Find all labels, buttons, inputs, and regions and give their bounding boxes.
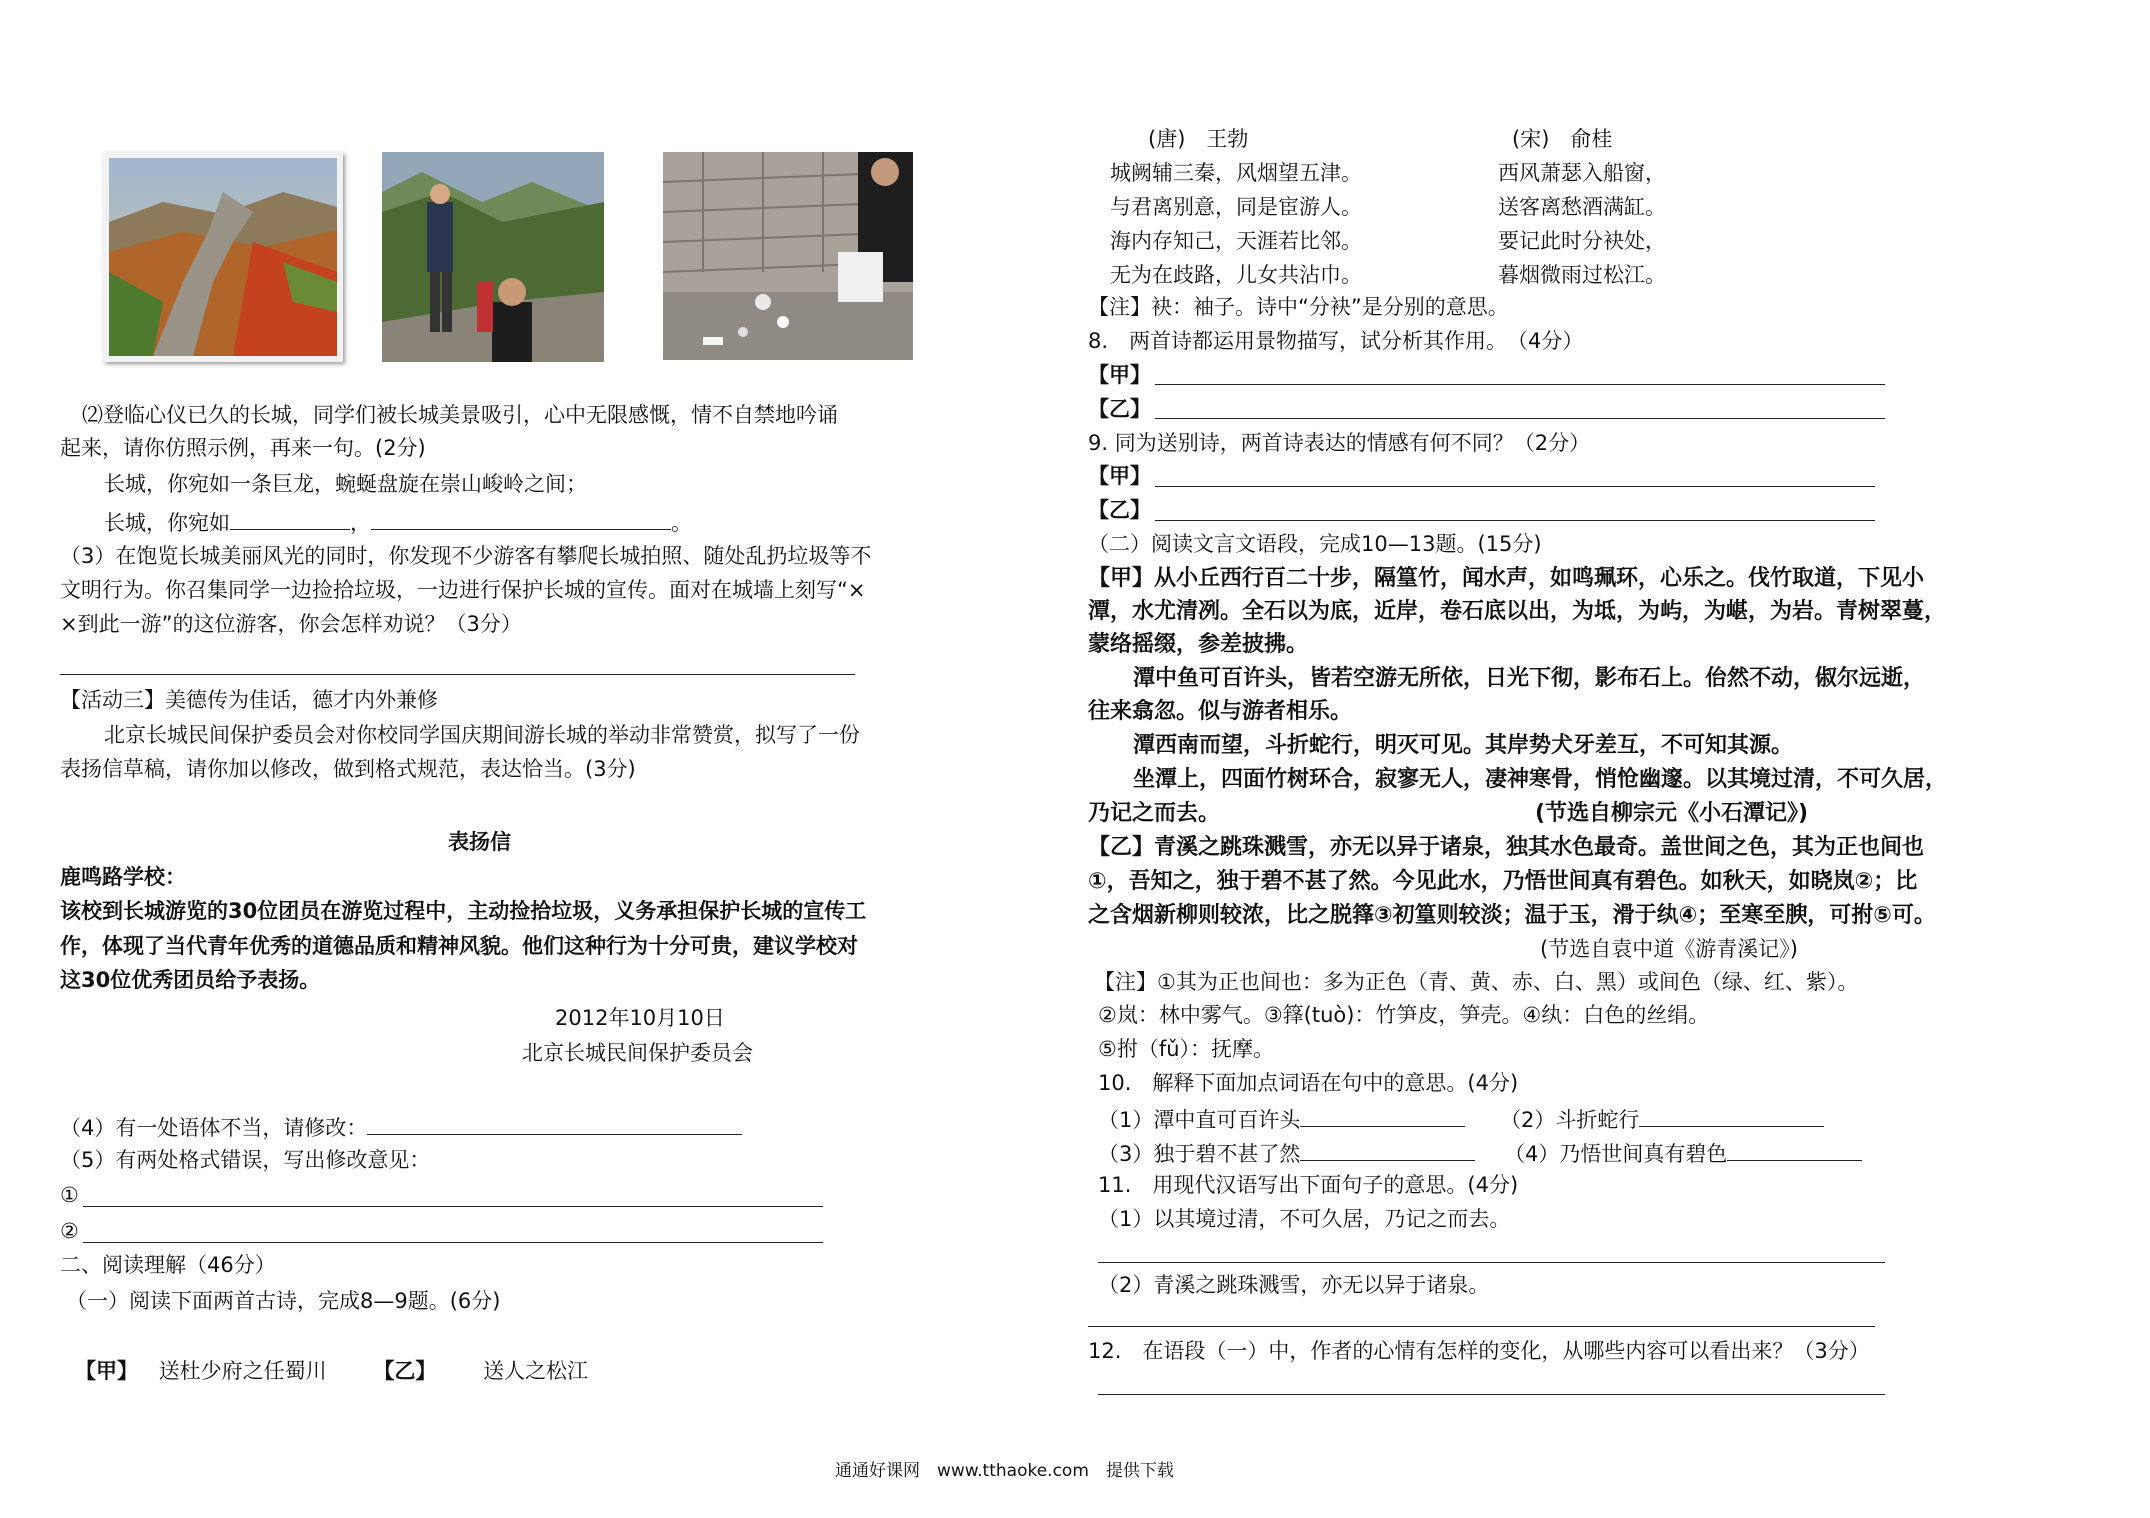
q8-answer-line-jia[interactable] bbox=[1155, 384, 1885, 385]
activity-3-line2: 表扬信草稿，请你加以修改，做到格式规范，表达恰当。(3分) bbox=[60, 757, 636, 781]
letter-salutation: 鹿鸣路学校： bbox=[60, 865, 186, 889]
poem-a-label: 【甲】 bbox=[75, 1359, 138, 1383]
notes-2-line3: ⑤拊（fǔ）：抚摩。 bbox=[1098, 1037, 1275, 1061]
great-wall-photo-2 bbox=[382, 152, 604, 362]
letter-body-line2: 作，体现了当代青年优秀的道德品质和精神风貌。他们这种行为十分可贵，建议学校对 bbox=[60, 934, 858, 958]
passage-a-line8: 乃记之而去。 bbox=[1088, 801, 1221, 826]
notes-2-line2: ②岚：林中雾气。③箨(tuò)：竹笋皮，笋壳。④纨：白色的丝绢。 bbox=[1098, 1003, 1710, 1027]
question-4-blank[interactable] bbox=[367, 1110, 742, 1135]
passage-b-line1: 【乙】青溪之跳珠溅雪，亦无以异于诸泉，独其水色最奇。盖世间之色，其为正也间也 bbox=[1088, 835, 1925, 860]
footer-credit: 通通好课网 www.tthaoke.com 提供下载 bbox=[835, 1461, 1174, 1481]
question-3-line1: （3）在饱览长城美丽风光的同时，你发现不少游客有攀爬长城拍照、随处乱扔垃圾等不 bbox=[60, 544, 872, 568]
question-5-answer-line-1[interactable] bbox=[83, 1206, 823, 1207]
tourist-climbing-image bbox=[382, 152, 604, 362]
question-5-mark-1: ① bbox=[60, 1183, 79, 1207]
question-12: 12. 在语段（一）中，作者的心情有怎样的变化，从哪些内容可以看出来？（3分） bbox=[1088, 1339, 1870, 1363]
letter-body-line1: 该校到长城游览的30位团员在游览过程中，主动捡拾垃圾，义务承担保护长城的宣传工 bbox=[60, 899, 867, 923]
poem-a-line3: 海内存知己，天涯若比邻。 bbox=[1110, 229, 1362, 253]
q10-item-4: （4）乃悟世间真有碧色 bbox=[1504, 1142, 1728, 1166]
question-2-example: 长城，你宛如一条巨龙，蜿蜒盘旋在崇山峻岭之间； bbox=[104, 472, 587, 496]
passage-a-line6: 潭西南而望，斗折蛇行，明灭可见。其岸势犬牙差互，不可知其源。 bbox=[1133, 733, 1794, 758]
q10-item-2: （2）斗折蛇行 bbox=[1500, 1108, 1640, 1132]
question-8: 8. 两首诗都运用景物描写，试分析其作用。 （4分） bbox=[1088, 329, 1584, 353]
letter-date: 2012年10月10日 bbox=[555, 1006, 725, 1030]
answer-period: 。 bbox=[671, 511, 692, 535]
poem-a-line1: 城阙辅三秦，风烟望五津。 bbox=[1110, 161, 1362, 185]
q11-answer-line-2[interactable] bbox=[1088, 1326, 1875, 1327]
poem-b-line3: 要记此时分袂处， bbox=[1498, 229, 1666, 253]
q8-label-yi: 【乙】 bbox=[1088, 397, 1151, 421]
question-11: 11. 用现代汉语写出下面句子的意思。(4分) bbox=[1098, 1173, 1519, 1197]
q10-blank-1[interactable] bbox=[1300, 1102, 1465, 1127]
question-2-line2: 起来，请你仿照示例，再来一句。(2分) bbox=[60, 436, 426, 460]
question-9: 9. 同为送别诗，两首诗表达的情感有何不同？（2分） bbox=[1088, 431, 1591, 455]
question-5-answer-line-2[interactable] bbox=[83, 1242, 823, 1243]
question-11-item1: （1）以其境过清，不可久居，乃记之而去。 bbox=[1098, 1207, 1511, 1231]
q10-item-1: （1）潭中直可百许头 bbox=[1098, 1108, 1301, 1132]
poem-a-line4: 无为在歧路，儿女共沾巾。 bbox=[1110, 263, 1362, 287]
q10-blank-2[interactable] bbox=[1639, 1102, 1824, 1127]
question-10-row2 bbox=[1098, 1136, 1862, 1169]
answer-prefix: 长城，你宛如 bbox=[104, 511, 230, 535]
passage-b-source: (节选自袁中道《游青溪记》) bbox=[1540, 937, 1798, 961]
q9-answer-line-yi[interactable] bbox=[1155, 520, 1875, 521]
poem-a-line2: 与君离别意，同是宦游人。 bbox=[1110, 195, 1362, 219]
q10-blank-3[interactable] bbox=[1300, 1136, 1475, 1161]
question-2-answer-line bbox=[104, 505, 692, 538]
part-1-title: （一）阅读下面两首古诗，完成8—9题。(6分) bbox=[66, 1289, 501, 1313]
poem-b-title: 送人之松江 bbox=[483, 1359, 589, 1383]
poem-titles-row bbox=[75, 1356, 588, 1386]
question-10-row1 bbox=[1098, 1102, 1824, 1135]
passage-a-line2: 潭，水尤清冽。全石以为底，近岸，卷石底以出，为坻，为屿，为嵁，为岩。青树翠蔓， bbox=[1088, 599, 1947, 624]
part-2-title: （二）阅读文言文语段，完成10—13题。(15分) bbox=[1088, 532, 1542, 556]
question-3-line2: 文明行为。你召集同学一边捡拾垃圾，一边进行保护长城的宣传。面对在城墙上刻写“× bbox=[60, 578, 866, 602]
q11-answer-line-1[interactable] bbox=[1098, 1262, 1885, 1263]
passage-a-source: (节选自柳宗元《小石潭记》) bbox=[1535, 801, 1809, 826]
question-11-item2: （2）青溪之跳珠溅雪，亦无以异于诸泉。 bbox=[1098, 1273, 1490, 1297]
poem-b-author: (宋) 俞桂 bbox=[1512, 127, 1613, 151]
question-4-text: （4）有一处语体不当，请修改： bbox=[60, 1116, 368, 1140]
question-5-mark-2: ② bbox=[60, 1219, 79, 1243]
activity-3-line1: 北京长城民间保护委员会对你校同学国庆期间游长城的举动非常赞赏，拟写了一份 bbox=[104, 723, 860, 747]
poem-b-line4: 暮烟微雨过松江。 bbox=[1498, 263, 1666, 287]
passage-b-line2: ①，吾知之，独于碧不甚了然。今见此水，乃悟世间真有碧色。如秋天，如晓岚②；比 bbox=[1088, 869, 1918, 894]
answer-blank-2[interactable] bbox=[371, 505, 671, 530]
great-wall-landscape-image bbox=[103, 152, 343, 362]
answer-blank-1[interactable] bbox=[230, 505, 350, 530]
q12-answer-line[interactable] bbox=[1098, 1394, 1885, 1395]
poem-b-label: 【乙】 bbox=[373, 1359, 437, 1383]
q9-answer-line-jia[interactable] bbox=[1155, 486, 1875, 487]
note-1: 【注】袂：袖子。诗中“分袂”是分别的意思。 bbox=[1088, 295, 1509, 319]
q8-label-jia: 【甲】 bbox=[1088, 363, 1151, 387]
letter-title: 表扬信 bbox=[448, 830, 511, 854]
passage-a-line3: 蒙络摇缀，参差披拂。 bbox=[1088, 632, 1309, 657]
passage-a-line1: 【甲】从小丘西行百二十步，隔篁竹，闻水声，如鸣珮环，心乐之。伐竹取道，下见小 bbox=[1088, 566, 1925, 591]
great-wall-photo-3 bbox=[663, 152, 913, 360]
question-10: 10. 解释下面加点词语在句中的意思。(4分) bbox=[1098, 1071, 1519, 1095]
letter-body-line3: 这30位优秀团员给予表扬。 bbox=[60, 968, 321, 992]
poem-a-title: 送杜少府之任蜀川 bbox=[158, 1359, 327, 1383]
notes-2-line1: 【注】①其为正也间也：多为正色（青、黄、赤、白、黑）或间色（绿、红、紫）。 bbox=[1094, 970, 1859, 994]
q9-label-jia: 【甲】 bbox=[1088, 464, 1151, 488]
q10-blank-4[interactable] bbox=[1727, 1136, 1862, 1161]
litter-on-wall-image bbox=[663, 152, 913, 360]
passage-a-line4: 潭中鱼可百许头，皆若空游无所依，日光下彻，影布石上。佁然不动，俶尔远逝， bbox=[1133, 666, 1926, 691]
passage-b-line3: 之含烟新柳则较浓，比之脱箨③初篁则较淡；温于玉，滑于纨④；至寒至腴，可拊⑤可。 bbox=[1088, 903, 1936, 928]
great-wall-photo-1 bbox=[103, 152, 343, 362]
q10-item-3: （3）独于碧不甚了然 bbox=[1098, 1142, 1301, 1166]
section-2-title: 二、阅读理解（46分） bbox=[60, 1253, 276, 1277]
question-5: （5）有两处格式错误，写出修改意见： bbox=[60, 1148, 431, 1172]
q8-answer-line-yi[interactable] bbox=[1155, 418, 1885, 419]
q9-label-yi: 【乙】 bbox=[1088, 498, 1151, 522]
passage-a-line5: 往来翕忽。似与游者相乐。 bbox=[1088, 699, 1353, 724]
question-2-line1: ⑵登临心仪已久的长城，同学们被长城美景吸引，心中无限感慨，情不自禁地吟诵 bbox=[82, 403, 838, 427]
poem-b-line2: 送客离愁酒满缸。 bbox=[1498, 195, 1666, 219]
passage-a-line7: 坐潭上，四面竹树环合，寂寥无人，凄神寒骨，悄怆幽邃。以其境过清，不可久居， bbox=[1133, 767, 1948, 792]
poem-a-author: (唐) 王勃 bbox=[1148, 127, 1249, 151]
poem-b-line1: 西风萧瑟入船窗， bbox=[1498, 161, 1666, 185]
answer-comma: ， bbox=[350, 511, 371, 535]
question-3-line3: ×到此一游”的这位游客，你会怎样劝说？（3分） bbox=[60, 612, 522, 636]
activity-3-title: 【活动三】美德传为佳话，德才内外兼修 bbox=[60, 688, 438, 712]
question-3-answer-line[interactable] bbox=[60, 674, 855, 675]
letter-signature: 北京长城民间保护委员会 bbox=[522, 1041, 753, 1065]
question-4 bbox=[60, 1110, 742, 1143]
